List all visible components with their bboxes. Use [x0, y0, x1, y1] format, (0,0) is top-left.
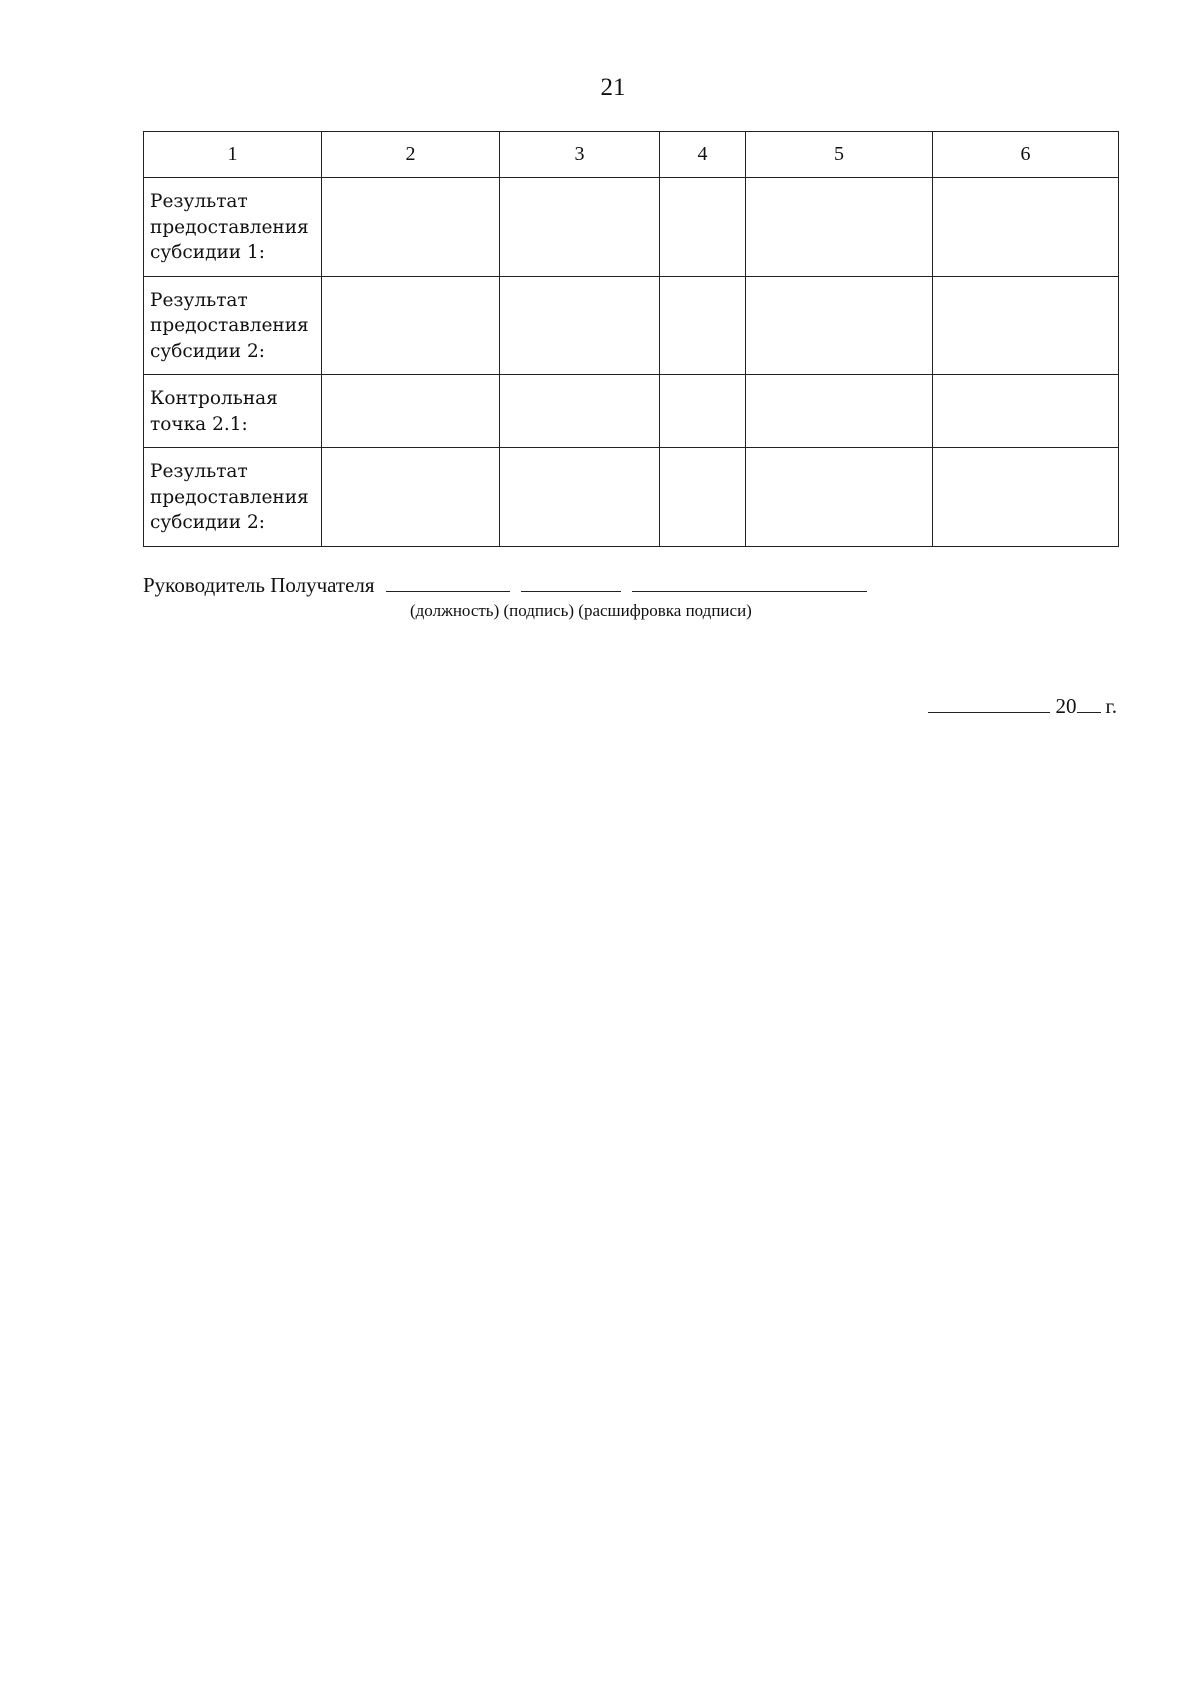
signature-line — [143, 573, 867, 598]
table-cell[interactable] — [933, 178, 1119, 277]
signature-decoding-blank[interactable] — [632, 573, 867, 592]
report-table — [143, 131, 1119, 547]
signature-hints: (должность) (подпись) (расшифровка подписи) — [410, 601, 752, 620]
table-cell[interactable] — [746, 375, 933, 448]
column-header-2: 2 — [322, 132, 500, 178]
column-header-1: 1 — [144, 132, 322, 178]
table-cell[interactable] — [933, 375, 1119, 448]
table-cell[interactable] — [933, 448, 1119, 547]
table-cell[interactable] — [746, 178, 933, 277]
table-cell[interactable] — [933, 276, 1119, 375]
table-row — [144, 178, 1119, 277]
table-cell[interactable] — [500, 448, 660, 547]
table-row — [144, 448, 1119, 547]
signature-blank[interactable] — [521, 573, 621, 592]
row-label: Контрольная точка 2.1: — [144, 375, 322, 448]
table-cell[interactable] — [322, 448, 500, 547]
table-cell[interactable] — [322, 178, 500, 277]
table-header-row — [144, 132, 1119, 178]
table-cell[interactable] — [500, 276, 660, 375]
column-header-4: 4 — [660, 132, 746, 178]
table-cell[interactable] — [322, 375, 500, 448]
column-header-6: 6 — [933, 132, 1119, 178]
row-label: Результат предоставления субсидии 1: — [144, 178, 322, 277]
page-number: 21 — [600, 74, 626, 101]
column-header-3: 3 — [500, 132, 660, 178]
table-cell[interactable] — [746, 276, 933, 375]
table-cell[interactable] — [660, 178, 746, 277]
date-suffix: г. — [1105, 694, 1117, 718]
table-row — [144, 276, 1119, 375]
table-cell[interactable] — [500, 375, 660, 448]
signature-role: Руководитель Получателя — [143, 573, 375, 597]
row-label: Результат предоставления субсидии 2: — [144, 448, 322, 547]
table-cell[interactable] — [660, 276, 746, 375]
table-row — [144, 375, 1119, 448]
date-line — [928, 694, 1118, 719]
row-label: Результат предоставления субсидии 2: — [144, 276, 322, 375]
table-cell[interactable] — [500, 178, 660, 277]
date-blank[interactable] — [928, 694, 1050, 713]
table-cell[interactable] — [660, 375, 746, 448]
table-cell[interactable] — [746, 448, 933, 547]
table-cell[interactable] — [322, 276, 500, 375]
date-century: 20 — [1055, 694, 1077, 718]
column-header-5: 5 — [746, 132, 933, 178]
position-blank[interactable] — [386, 573, 510, 592]
year-blank[interactable] — [1077, 694, 1101, 713]
table-cell[interactable] — [660, 448, 746, 547]
